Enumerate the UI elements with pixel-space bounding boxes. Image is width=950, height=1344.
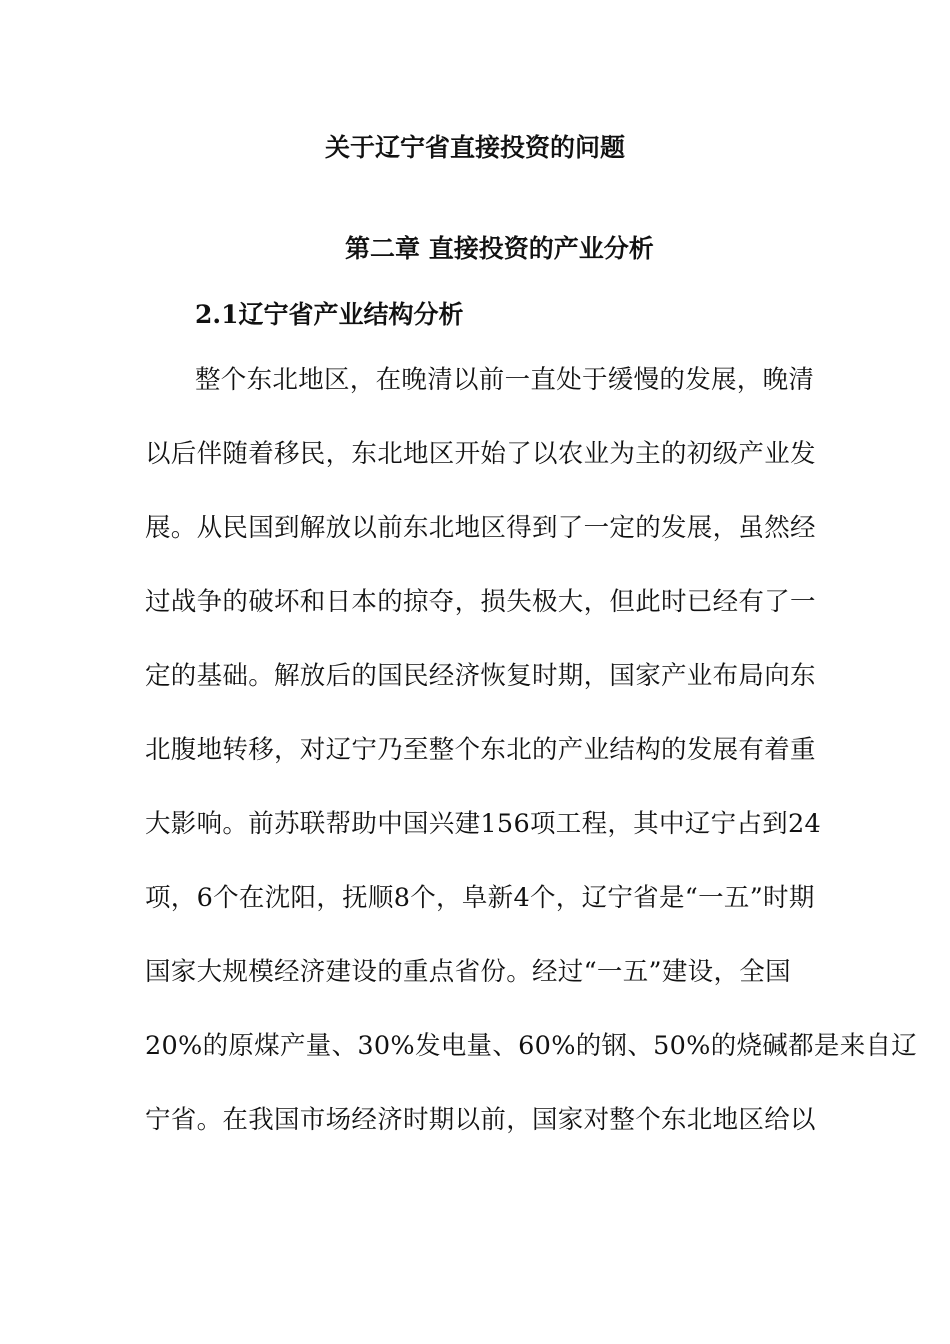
paragraph-line: 过战争的破坏和日本的掠夺，损失极大，但此时已经有了一 — [145, 587, 816, 617]
chapter-heading: 第二章 直接投资的产业分析 — [345, 234, 654, 263]
section-heading: 2.1辽宁省产业结构分析 — [195, 300, 464, 329]
paragraph-line: 国家大规模经济建设的重点省份。经过“一五”建设，全国 — [145, 957, 791, 987]
paragraph-line: 展。从民国到解放以前东北地区得到了一定的发展，虽然经 — [145, 513, 816, 543]
paragraph-line: 大影响。前苏联帮助中国兴建156项工程，其中辽宁占到24 — [145, 809, 822, 839]
document-title: 关于辽宁省直接投资的问题 — [324, 133, 625, 162]
paragraph-line: 以后伴随着移民，东北地区开始了以农业为主的初级产业发 — [145, 439, 816, 469]
paragraph-line: 定的基础。解放后的国民经济恢复时期，国家产业布局向东 — [145, 661, 816, 691]
paragraph-line: 宁省。在我国市场经济时期以前，国家对整个东北地区给以 — [145, 1105, 816, 1135]
paragraph-line: 20%的原煤产量、30%发电量、60%的钢、50%的烧碱都是来自辽 — [145, 1031, 918, 1061]
paragraph-line: 整个东北地区，在晚清以前一直处于缓慢的发展，晚清 — [195, 365, 815, 395]
paragraph-line: 北腹地转移，对辽宁乃至整个东北的产业结构的发展有着重 — [145, 735, 816, 765]
paragraph-line: 项，6个在沈阳，抚顺8个，阜新4个，辽宁省是“一五”时期 — [145, 883, 815, 913]
body-paragraph — [145, 352, 918, 1166]
